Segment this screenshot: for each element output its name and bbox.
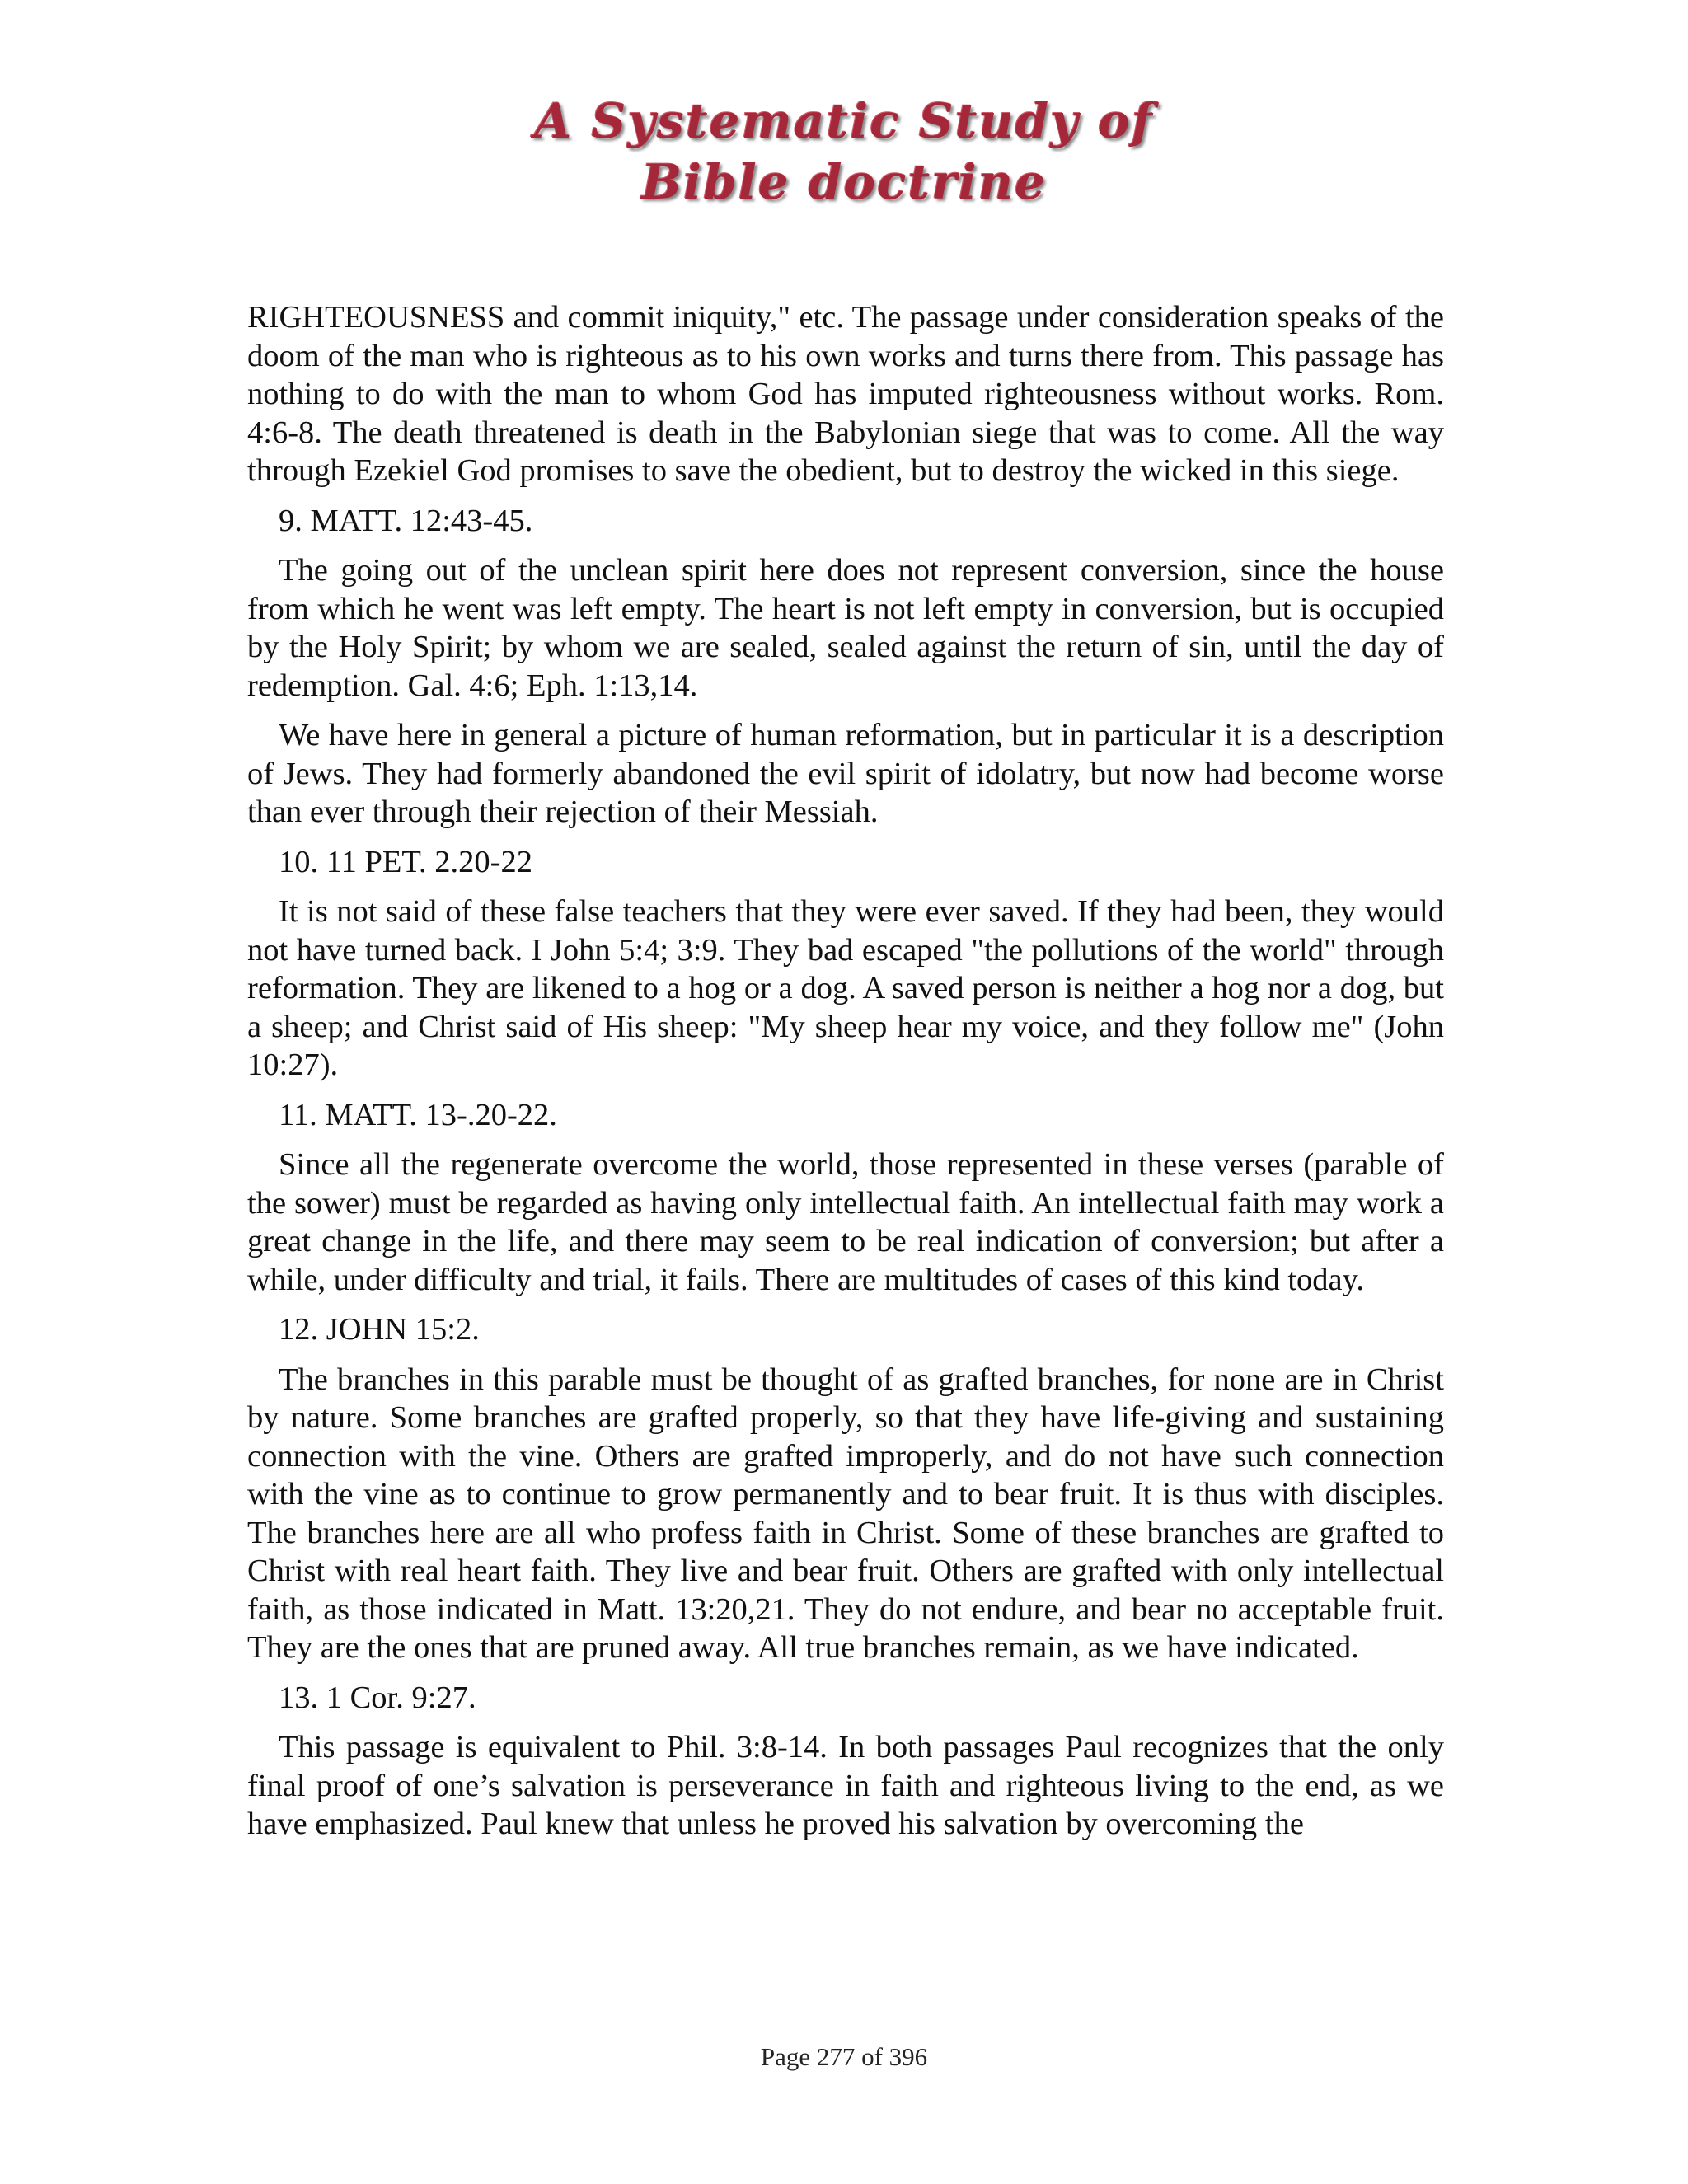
section-heading: 9. MATT. 12:43-45. xyxy=(279,503,533,538)
paragraph: The branches in this parable must be thought of as grafted branches, for none are in Christ by nature. Some branches are grafted properly, so that they have life-giving and sustaining connection with the vine. Others are grafted improperly, and do not have such connection with the vine as to continue to grow permanently and to bear fruit. It is thus with disciples. The branches here are all who profess faith in Christ. Some of these branches are grafted to Christ with real heart faith. They live and bear fruit. Others are grafted with only intellectual faith, as those indicated in Matt. 13:20,21. They do not endure, and bear no acceptable fruit. They are the ones that are pruned away. All true branches remain, as we have indicated. xyxy=(247,1361,1444,1665)
paragraph: Since all the regenerate overcome the world, those represented in these verses (parable of the sower) must be regarded as having only intellectual faith. An intellectual faith may work a great change in the life, and there may seem to be real indication of conversion; but after a while, under difficulty and trial, it fails. There are multitudes of cases of this kind today. xyxy=(247,1147,1444,1297)
section-heading: 13. 1 Cor. 9:27. xyxy=(279,1680,476,1715)
paragraph: It is not said of these false teachers that they were ever saved. If they had been, they would not have turned back. I John 5:4; 3:9. They bad escaped "the pollutions of the world" through reformation. They are likened to a hog or a dog. A saved person is neither a hog nor a dog, but a sheep; and Christ said of His sheep: "My sheep hear my voice, and they follow me" (John 10:27). xyxy=(247,894,1444,1082)
paragraph: We have here in general a picture of human reformation, but in particular it is a description of Jews. They had formerly abandoned the evil spirit of idolatry, but now had become worse than ever through their rejection of their Messiah. xyxy=(247,718,1444,829)
section-heading: 12. JOHN 15:2. xyxy=(279,1312,480,1347)
logo-line-2: Bible doctrine xyxy=(641,154,1047,210)
paragraph: The going out of the unclean spirit here does not represent conversion, since the house from which he went was left empty. The heart is not left empty in conversion, but is occupied by the Holy Spirit; by whom we are sealed, sealed against the return of sin, until the day of redemption. Gal. 4:6; Eph. 1:13,14. xyxy=(247,553,1444,703)
paragraph: This passage is equivalent to Phil. 3:8-14. In both passages Paul recognizes that the only final proof of one’s salvation is perseverance in faith and righteous living to the end, as we have emphasized. Paul knew that unless he proved his salvation by overcoming the xyxy=(247,1730,1444,1841)
page-number: Page 277 of 396 xyxy=(760,2042,928,2071)
header-logo xyxy=(0,93,1688,210)
paragraph: RIGHTEOUSNESS and commit iniquity," etc. The passage under consideration speaks of the doom of the man who is righteous as to his own works and turns there from. This passage has nothing to do with the man to whom God has imputed righteousness without works. Rom. 4:6-8. The death threatened is death in the Babylonian siege that was to come. All the way through Ezekiel God promises to save the obedient, but to destroy the wicked in this siege. xyxy=(247,300,1444,488)
document-body xyxy=(247,298,1444,1855)
section-heading: 11. MATT. 13-.20-22. xyxy=(279,1097,557,1132)
section-heading: 10. 11 PET. 2.20-22 xyxy=(279,844,532,879)
logo-line-1: A Systematic Study of xyxy=(534,93,1154,149)
